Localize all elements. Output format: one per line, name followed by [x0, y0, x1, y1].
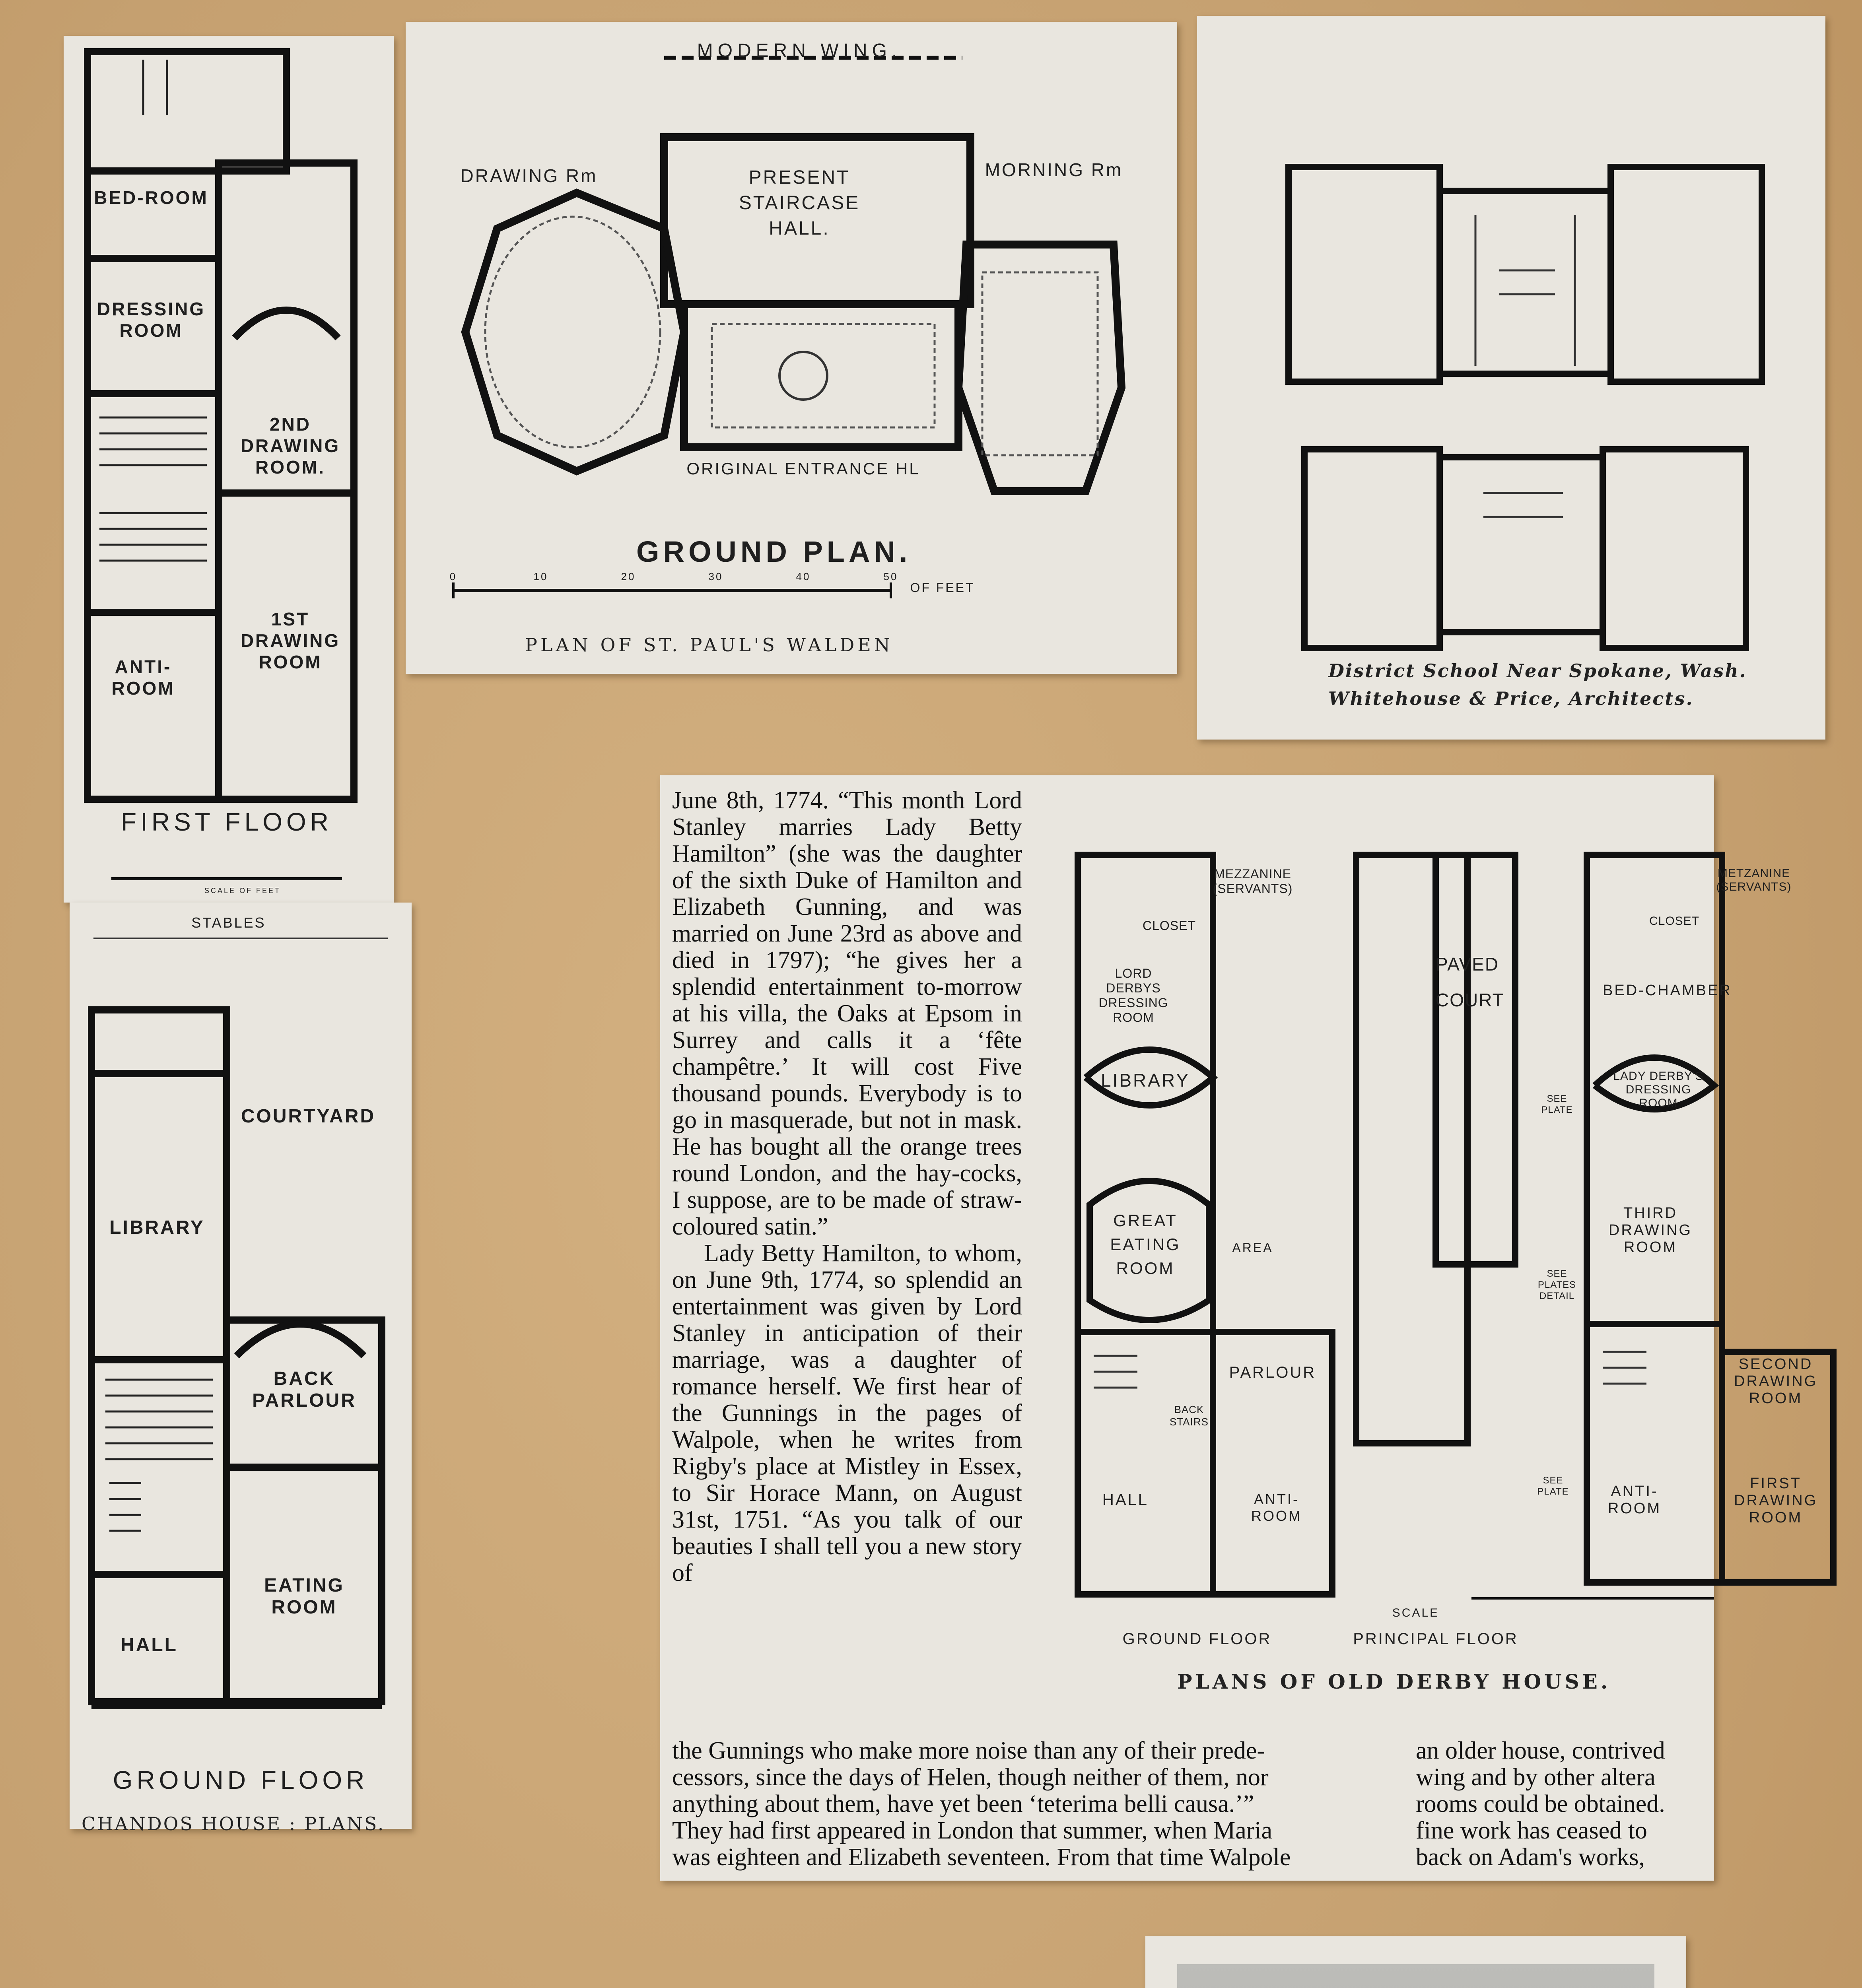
scale-number: 0: [449, 571, 457, 582]
plate-note: SEE PLATES DETAIL: [1537, 1268, 1576, 1301]
room-label: AREA: [1232, 1241, 1273, 1255]
plan-title: GROUND PLAN.: [636, 535, 912, 568]
floor-label: GROUND FLOOR: [1122, 1630, 1272, 1648]
room-label: DRAWING Rm: [460, 165, 598, 186]
caption: PLAN OF ST. PAUL'S WALDEN: [525, 634, 894, 656]
article-line: They had first appeared in London that summer, when Maria: [672, 1817, 1273, 1844]
room-label: PRESENT STAIRCASE HALL.: [739, 167, 860, 239]
article-line: fine work has ceased to: [1416, 1817, 1647, 1844]
scale-label: SCALE OF FEET: [204, 887, 281, 895]
scale-number: 10: [533, 571, 548, 582]
article-paragraph: Lady Betty Hamilton, to whom, on June 9th, 1774, so splendid an entertainment was given by Lord Stanley in anticipation of their marriage, was a daughter of romance herself. We first hear of the Gunnings in the pages of Walpole, when he writes from Rigby's place at Mistley in Essex, to Sir Horace Mann, on August 31st, 1751. “As you talk of our beauties I shall tell you a new story of: [672, 1240, 1022, 1586]
room-label: PAVED COURT: [1436, 954, 1504, 1010]
scale-unit: OF FEET: [910, 580, 975, 595]
article-line: anything about them, have yet been ‘teterima belli causa.’”: [672, 1790, 1254, 1817]
room-label: PARLOUR: [1229, 1364, 1316, 1381]
article-clipping: [660, 775, 1818, 1881]
room-label: 1ST DRAWING ROOM: [240, 609, 340, 672]
floor-label: FIRST FLOOR: [121, 808, 332, 836]
scale-number: 30: [708, 571, 723, 582]
building-photo: [1177, 1964, 1654, 1988]
room-label: LORD DERBYS DRESSING ROOM: [1098, 966, 1168, 1025]
article-paragraph: June 8th, 1774. “This month Lord Stanley marries Lady Betty Hamilton” (she was the daughter of the sixth Duke of Hamilton and Elizabeth Gunning, and was married on June 23rd as above and died in 1797); “he gives her a splendid entertainment to-morrow at his villa, the Oaks at Epsom in Surrey and calls it a ‘fête champêtre.’ It will cost Five thousand pounds. Everybody is to go in masquerade, but not in mask. He has bought all the orange trees round London, and the hay-cocks, I suppose, are to be made of straw-coloured satin.”: [672, 787, 1022, 1240]
photo-clipping: [1145, 1936, 1686, 1988]
wing-label: MODERN WING.: [697, 40, 902, 61]
scale-number: 40: [796, 571, 811, 582]
room-label: GREAT EATING ROOM: [1110, 1211, 1181, 1277]
room-label: CLOSET: [1142, 918, 1196, 933]
plate-note: SEE PLATE: [1537, 1475, 1569, 1497]
room-label: LADY DERBY'S DRESSING ROOM: [1613, 1070, 1704, 1110]
st-pauls-walden-plan: [406, 22, 1177, 674]
caption-line: District School Near Spokane, Wash.: [1328, 660, 1747, 681]
room-label: LIBRARY: [1100, 1070, 1190, 1091]
room-label: COURTYARD: [241, 1106, 376, 1127]
chandos-first-floor-clipping: [64, 36, 394, 903]
caption-line: Whitehouse & Price, Architects.: [1328, 688, 1694, 709]
st-pauls-walden-clipping: [406, 22, 1177, 674]
article-line: wing and by other altera: [1416, 1764, 1656, 1791]
room-label: LIBRARY: [109, 1217, 205, 1238]
caption: PLANS OF OLD DERBY HOUSE.: [1177, 1670, 1611, 1693]
article-line: back on Adam's works,: [1416, 1844, 1645, 1871]
article-line: was eighteen and Elizabeth seventeen. From that time Walpole: [672, 1844, 1291, 1871]
caption: CHANDOS HOUSE : PLANS.: [82, 1813, 385, 1835]
room-label: DRESSING ROOM: [97, 299, 206, 341]
room-label: HALL: [121, 1635, 178, 1656]
room-label: SECOND DRAWING ROOM: [1734, 1356, 1818, 1407]
room-label: BED-CHAMBER: [1603, 982, 1732, 999]
derby-house-plans: [660, 775, 1732, 1881]
room-label: BACK STAIRS: [1170, 1404, 1209, 1428]
room-label: ORIGINAL ENTRANCE HL: [686, 459, 920, 478]
floor-label: GROUND FLOOR: [113, 1766, 369, 1794]
room-label: ANTI-ROOM: [111, 656, 175, 699]
room-label: THIRD DRAWING ROOM: [1608, 1205, 1693, 1256]
room-label: CLOSET: [1649, 914, 1700, 928]
scale-number: 50: [883, 571, 898, 582]
room-label: ANTI-ROOM: [1607, 1483, 1662, 1517]
room-label: EATING ROOM: [264, 1575, 344, 1618]
chandos-ground-floor-plan: [70, 903, 412, 1829]
room-label: HALL: [1102, 1491, 1149, 1508]
article-line: rooms could be obtained.: [1416, 1790, 1665, 1817]
scale-number: 20: [621, 571, 636, 582]
room-label: 2ND DRAWING ROOM.: [240, 414, 340, 478]
room-label: ANTI-ROOM: [1251, 1491, 1302, 1524]
spokane-school-plans: [1197, 16, 1825, 740]
room-label: MEZZANINE (SERVANTS): [1213, 867, 1293, 896]
scale-label: SCALE: [1392, 1606, 1440, 1619]
room-label: BED-ROOM: [94, 187, 208, 208]
article-line: cessors, since the days of Helen, though neither of them, nor: [672, 1764, 1269, 1791]
spokane-school-clipping: [1197, 16, 1825, 740]
room-label: METZANINE (SERVANTS): [1716, 867, 1792, 893]
floor-label: PRINCIPAL FLOOR: [1353, 1630, 1518, 1648]
plate-note: SEE PLATE: [1541, 1093, 1573, 1115]
chandos-ground-floor-clipping: [70, 903, 412, 1835]
article-line: the Gunnings who make more noise than any of their prede-: [672, 1737, 1265, 1764]
room-label: BACK PARLOUR: [252, 1368, 356, 1411]
room-label: FIRST DRAWING ROOM: [1734, 1475, 1818, 1526]
room-label: MORNING Rm: [985, 159, 1123, 180]
stables-label: STABLES: [191, 914, 266, 931]
article-line: an older house, contrived: [1416, 1737, 1665, 1764]
